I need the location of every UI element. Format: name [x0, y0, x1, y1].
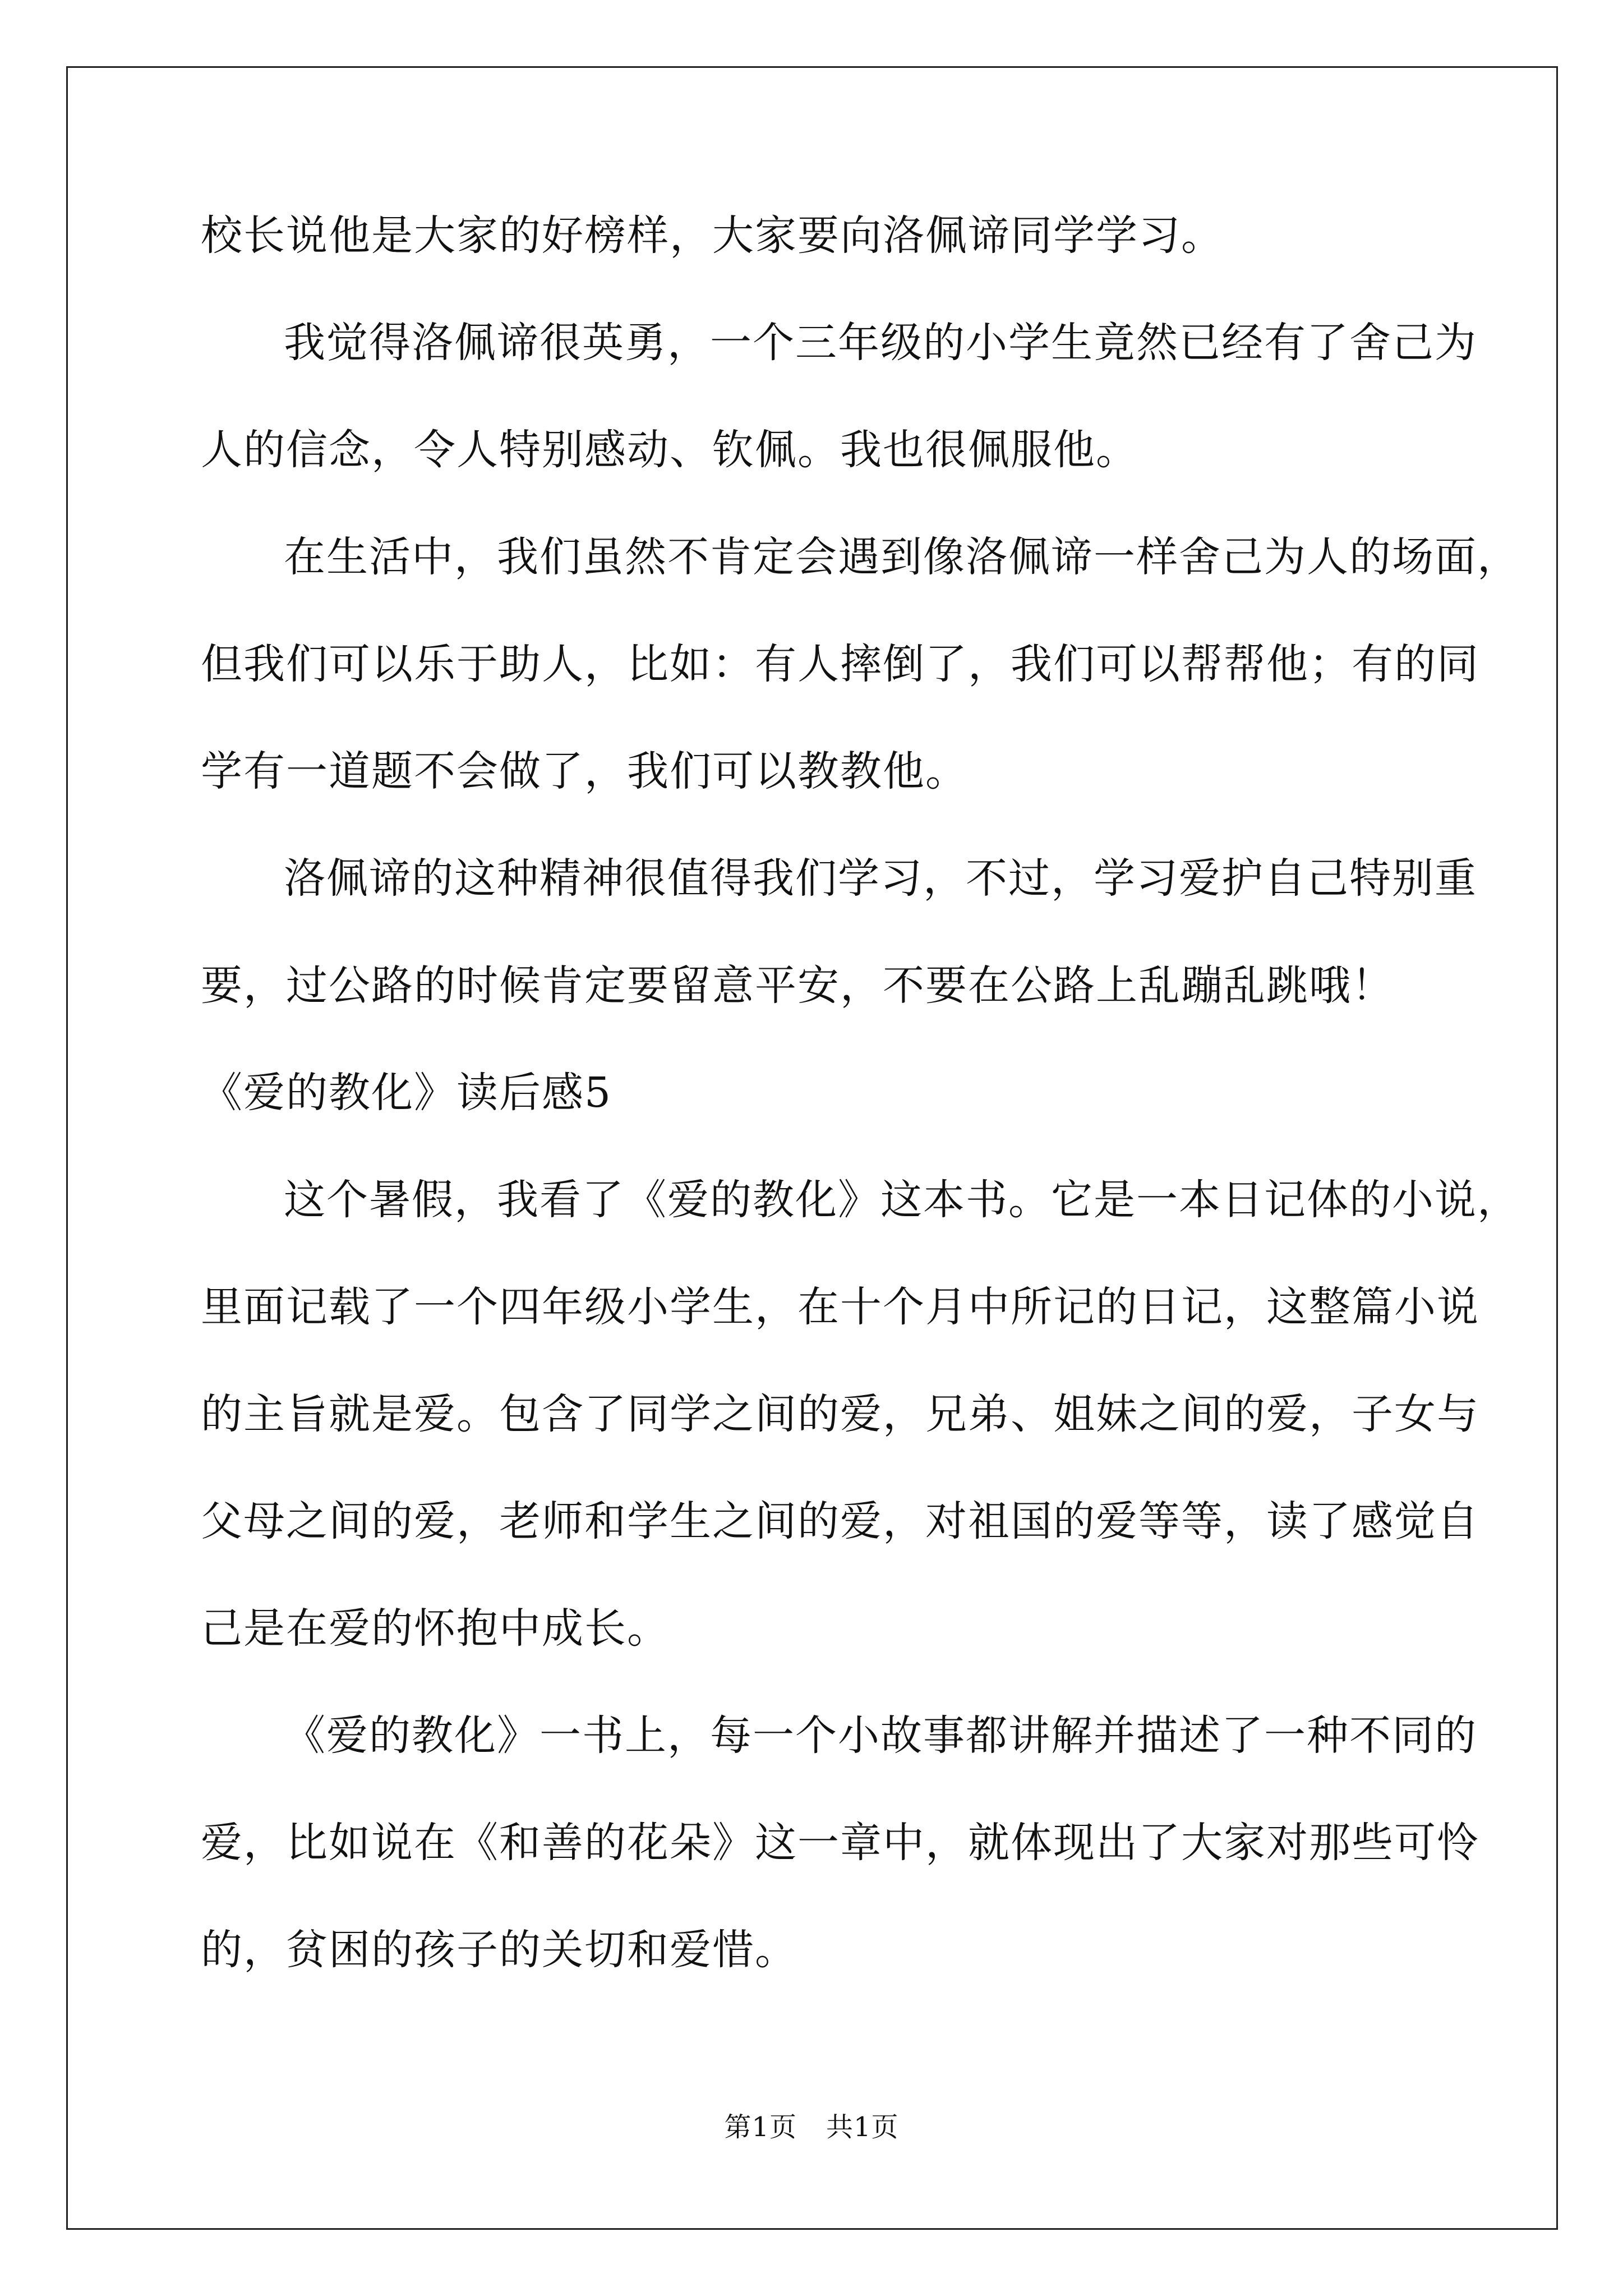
page-total: 共1页: [826, 2111, 899, 2143]
text-line: 里面记载了一个四年级小学生，在十个月中所记的日记，这整篇小说: [201, 1283, 1479, 1331]
page-border: [66, 66, 1558, 2230]
section-heading: 《爱的教化》读后感5: [201, 1069, 612, 1117]
text-line: 要，过公路的时候肯定要留意平安，不要在公路上乱蹦乱跳哦！: [201, 961, 1394, 1010]
paragraph-first-line: 《爱的教化》一书上，每一个小故事都讲解并描述了一种不同的: [284, 1711, 1477, 1760]
text-line: 的，贫困的孩子的关切和爱惜。: [201, 1926, 797, 1974]
text-line: 学有一道题不会做了，我们可以教教他。: [201, 747, 968, 795]
text-line: 的主旨就是爱。包含了同学之间的爱，兄弟、姐妹之间的爱，子女与: [201, 1390, 1479, 1438]
paragraph-first-line: 我觉得洛佩谛很英勇，一个三年级的小学生竟然已经有了舍己为: [284, 319, 1477, 367]
text-line: 人的信念，令人特别感动、钦佩。我也很佩服他。: [201, 426, 1138, 474]
text-line: 但我们可以乐于助人，比如：有人摔倒了，我们可以帮帮他；有的同: [201, 640, 1479, 688]
text-line: 爱，比如说在《和善的花朵》这一章中，就体现出了大家对那些可怜: [201, 1819, 1479, 1867]
paragraph-first-line: 洛佩谛的这种精神很值得我们学习，不过，学习爱护自己特别重: [284, 854, 1477, 903]
text-line: 己是在爱的怀抱中成长。: [201, 1604, 670, 1653]
page-number: 第1页: [724, 2111, 797, 2143]
text-line: 父母之间的爱，老师和学生之间的爱，对祖国的爱等等，读了感觉自: [201, 1497, 1479, 1545]
paragraph-first-line: 这个暑假，我看了《爱的教化》这本书。它是一本日记体的小说，: [284, 1176, 1520, 1224]
page-footer: [0, 2110, 1623, 2144]
paragraph-first-line: 在生活中，我们虽然不肯定会遇到像洛佩谛一样舍己为人的场面，: [284, 533, 1520, 581]
text-line: 校长说他是大家的好榜样，大家要向洛佩谛同学学习。: [201, 211, 1224, 260]
